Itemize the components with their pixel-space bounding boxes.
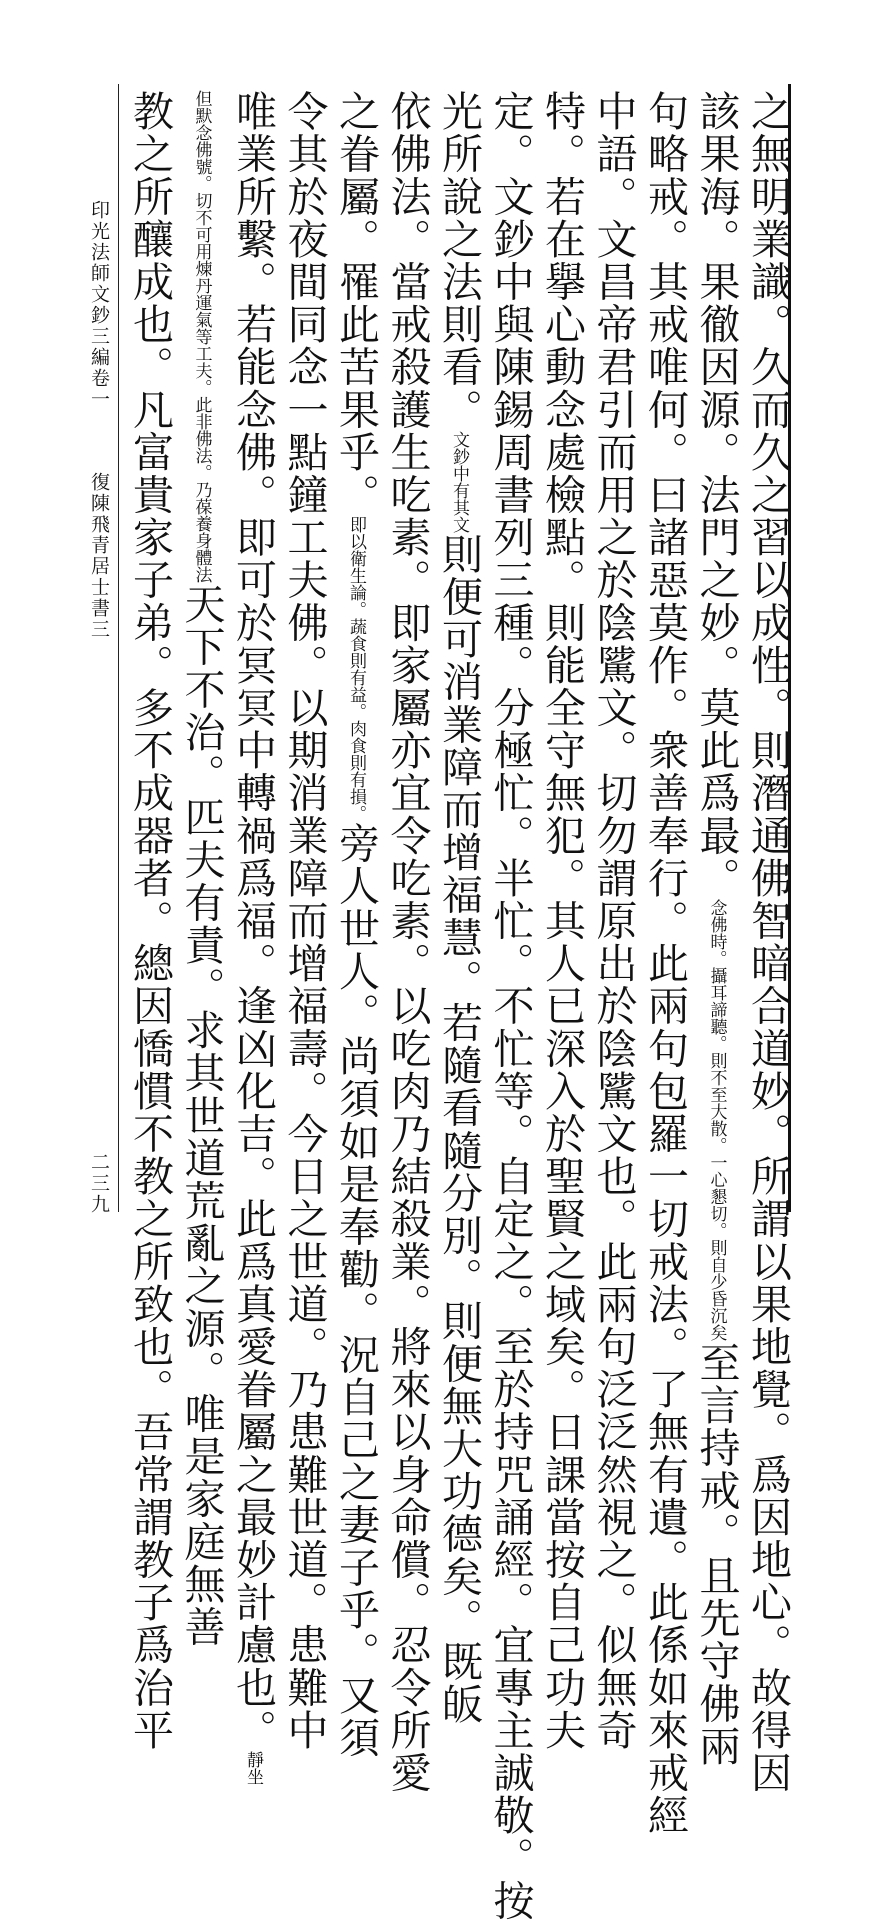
text-segment: 教之所釀成也。凡富貴家子弟。多不成器者。總因憍慣不教之所致也。吾常謂教子爲治平 (126, 90, 174, 1752)
text-column (486, 90, 535, 1922)
annotation-note: 即以衛生論。蔬食則有益。肉食則有損。 (346, 516, 366, 822)
text-segment: 該果海。果徹因源。法門之妙。莫此爲最。 (692, 90, 741, 900)
text-segment: 特。若在擧心動念處檢點。則能全守無犯。其人已深入於聖賢之域矣。日課當按自己功夫 (538, 90, 586, 1752)
chapter-title: 復陳飛青居士書三 (88, 472, 110, 640)
text-segment: 旁人世人。尚須如是奉勸。況自己之妻子乎。又須 (332, 822, 380, 1760)
annotation-note: 但默念佛號。切不可用煉丹運氣等工夫。此非佛法。乃葆養身體法 (191, 90, 212, 583)
text-segment: 之眷屬。罹此苦果乎。 (332, 90, 380, 516)
text-column (177, 90, 226, 1648)
text-column (229, 90, 277, 1786)
text-segment: 至言持戒。且先守佛兩 (692, 1341, 741, 1768)
text-segment: 光所說之法則看。 (435, 90, 483, 431)
text-segment: 則便可消業障而增福慧。若隨看隨分別。則便無大功德矣。既皈 (435, 532, 483, 1726)
text-segment: 中語。文昌帝君引而用之於陰騭文。切勿謂原出於陰騭文也。此兩句泛泛然視之。似無奇 (589, 90, 638, 1752)
text-column (332, 90, 380, 1760)
book-title: 印光法師文鈔三編卷一 (88, 200, 110, 410)
text-column (383, 90, 432, 1794)
text-column (435, 90, 483, 1726)
text-segment: 依佛法。當戒殺護生吃素。即家屬亦宜令吃素。以吃肉乃結殺業。將來以身命償。忍令所愛 (383, 90, 432, 1794)
text-column (589, 90, 638, 1752)
text-column (280, 90, 329, 1752)
text-segment: 之無明業識。久而久之習以成性。則潛通佛智暗合道妙。所謂以果地覺。爲因地心。故得因 (744, 90, 792, 1794)
text-column (641, 90, 689, 1837)
text-column (692, 90, 741, 1768)
text-segment: 天下不治。匹夫有責。求其世道荒亂之源。唯是家庭無善 (177, 583, 226, 1648)
annotation-note: 念佛時。攝耳諦聽。則不至大散。一心懇切。則自少昏沉矣 (706, 899, 727, 1342)
text-column (126, 90, 174, 1752)
text-segment: 句略戒。其戒唯何。曰諸惡莫作。衆善奉行。此兩句包羅一切戒法。了無有遺。此係如來戒經 (641, 90, 689, 1837)
text-segment: 唯業所繫。若能念佛。即可於冥冥中轉禍爲福。逢凶化吉。此爲真愛眷屬之最妙計慮也。 (229, 90, 277, 1752)
text-segment: 令其於夜間同念一點鐘工夫佛。以期消業障而增福壽。今日之世道。乃患難世道。患難中 (280, 90, 329, 1752)
page-number: 二三九 (88, 1152, 110, 1215)
text-segment: 定。文鈔中與陳錫周書列三種。分極忙。半忙。不忙等。自定之。至於持咒誦經。宜專主誠敬。按 (486, 90, 535, 1922)
annotation-note: 文鈔中有其文 (449, 430, 469, 533)
text-column (538, 90, 586, 1752)
text-column (744, 90, 792, 1794)
left-border-line (118, 84, 119, 1212)
annotation-note: 靜坐 (243, 1751, 263, 1786)
